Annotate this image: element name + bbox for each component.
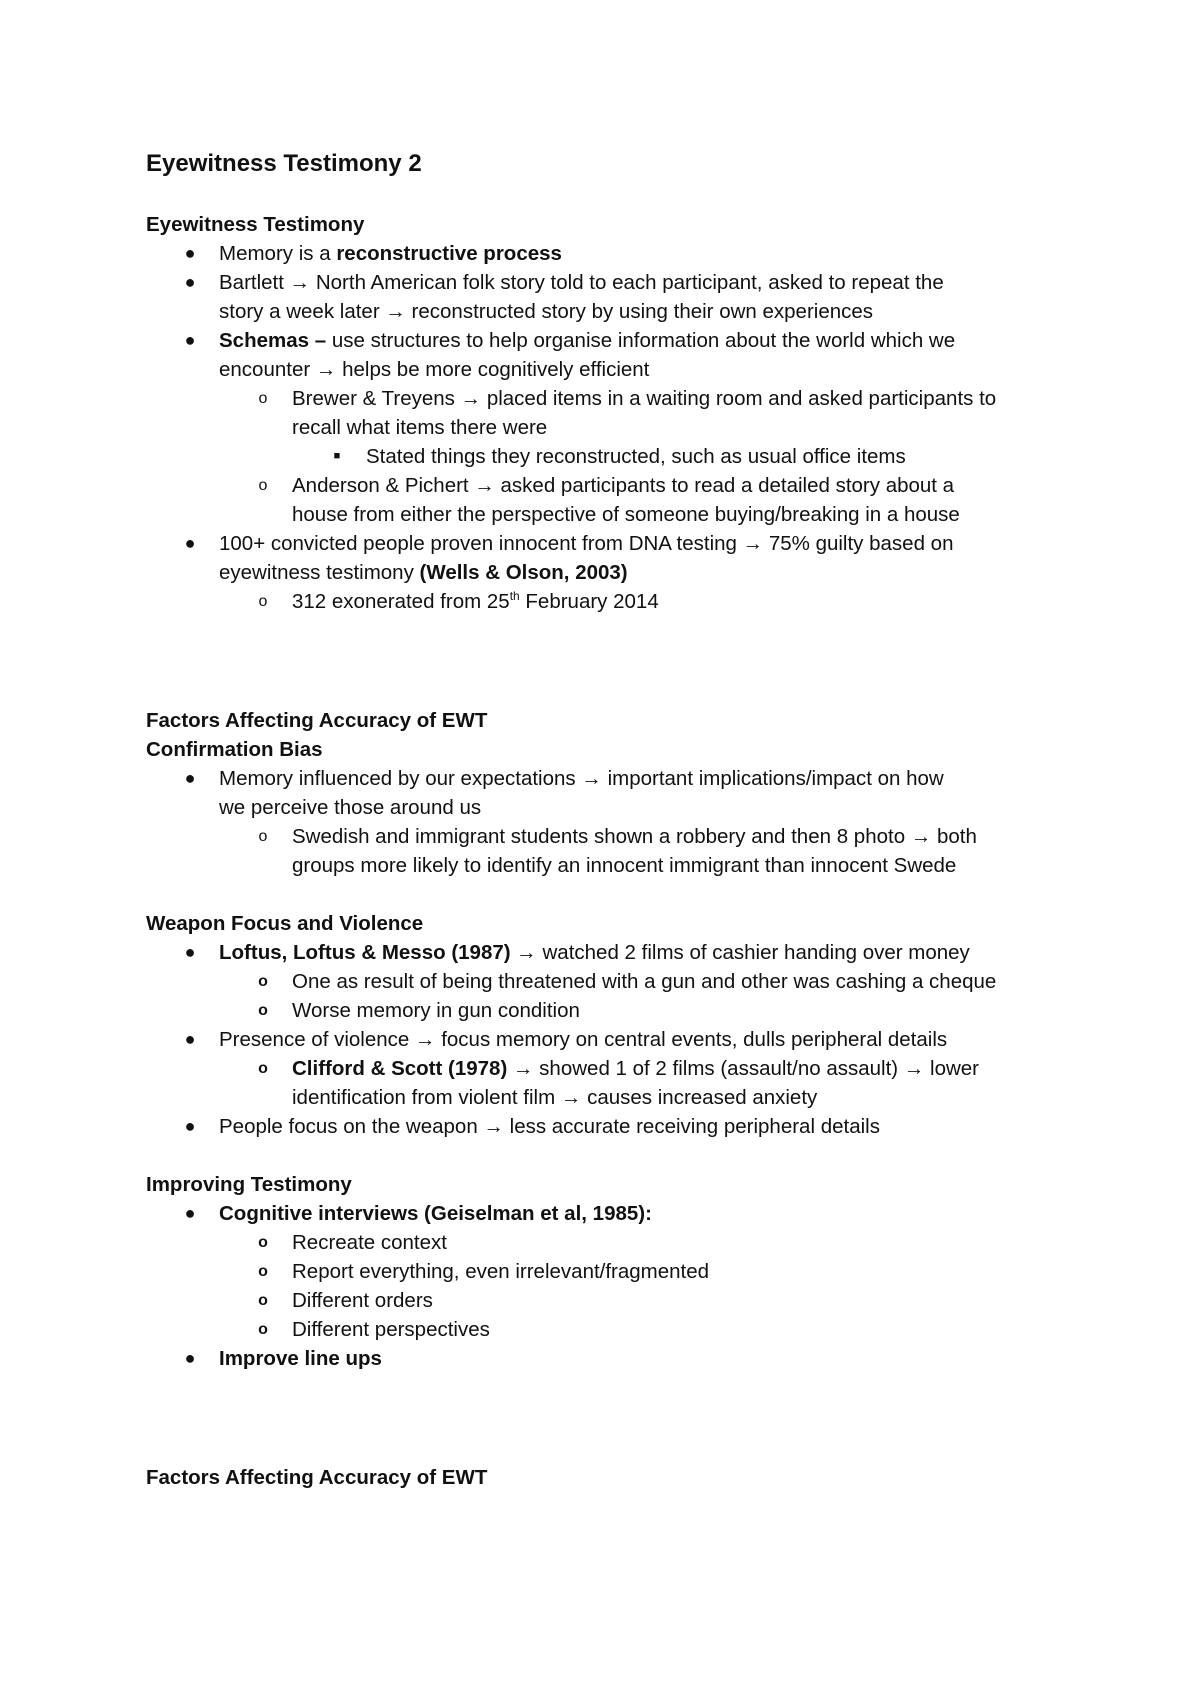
bullet-square-icon: ■	[333, 450, 341, 462]
arrow-icon: →	[516, 941, 537, 964]
list-item: o Clifford & Scott (1978) → showed 1 of 2 films (assault/no assault) → lower identification from violent film → causes increased anxiety	[146, 1054, 1086, 1112]
bullet-disc-icon: ●	[184, 330, 196, 350]
arrow-icon: →	[460, 387, 482, 410]
bullet-circle-icon: o	[258, 1060, 268, 1077]
arrow-icon: →	[512, 1057, 534, 1080]
bullet-disc-icon: ●	[184, 1029, 196, 1049]
bullet-disc-icon: ●	[184, 1348, 196, 1368]
bullet-disc-icon: ●	[184, 1116, 196, 1136]
section-heading: Weapon Focus and Violence	[146, 912, 424, 935]
list-item: o Brewer & Treyens → placed items in a waiting room and asked participants to recall what items there were	[146, 384, 1086, 442]
list-item: o Report everything, even irrelevant/fragmented	[146, 1257, 1086, 1286]
list-item: ● Cognitive interviews (Geiselman et al, 1985):	[146, 1199, 1086, 1228]
section-weapon-focus	[146, 909, 1086, 1141]
bullet-circle-icon: o	[258, 593, 268, 610]
arrow-icon: →	[581, 767, 602, 790]
section-heading: Eyewitness Testimony	[146, 213, 365, 236]
section-heading: Factors Affecting Accuracy of EWT	[146, 1466, 488, 1489]
list-item: ● Memory is a reconstructive process	[146, 239, 1086, 268]
list-item: ● Presence of violence → focus memory on central events, dulls peripheral details	[146, 1025, 1086, 1054]
list-item: ● Memory influenced by our expectations → important implications/impact on how we perceive those around us	[146, 764, 1086, 822]
arrow-icon: →	[289, 271, 311, 294]
list-item: o Worse memory in gun condition	[146, 996, 1086, 1025]
list-item: o Different orders	[146, 1286, 1086, 1315]
list-item: o Recreate context	[146, 1228, 1086, 1257]
list-item: ● Improve line ups	[146, 1344, 1086, 1373]
bullet-disc-icon: ●	[184, 1203, 196, 1223]
subsection-heading: Confirmation Bias	[146, 738, 323, 761]
arrow-icon: →	[415, 1028, 436, 1051]
list-item: o 312 exonerated from 25th February 2014	[146, 587, 1086, 616]
section-factors-affecting-accuracy	[146, 1463, 1086, 1492]
list-item: o Swedish and immigrant students shown a robbery and then 8 photo → both groups more likely to identify an innocent immigrant than innocent Swede	[146, 822, 1086, 880]
arrow-icon: →	[474, 474, 495, 497]
arrow-icon: →	[560, 1086, 582, 1109]
document-title: Eyewitness Testimony 2	[146, 150, 422, 177]
list-item: ● Loftus, Loftus & Messo (1987) → watched 2 films of cashier handing over money	[146, 938, 1086, 967]
list-item: o Different perspectives	[146, 1315, 1086, 1344]
arrow-icon: →	[742, 532, 764, 555]
list-item: o Anderson & Pichert → asked participants to read a detailed story about a house from either the perspective of someone buying/breaking in a house	[146, 471, 1086, 529]
bullet-circle-icon: o	[258, 1292, 268, 1309]
bullet-disc-icon: ●	[184, 533, 196, 553]
bullet-disc-icon: ●	[184, 243, 196, 263]
list-item: ■ Stated things they reconstructed, such as usual office items	[146, 442, 1086, 471]
bullet-circle-icon: o	[258, 1234, 268, 1251]
list-item: ● 100+ convicted people proven innocent from DNA testing → 75% guilty based on eyewitness testimony (Wells & Olson, 2003)	[146, 529, 1086, 587]
document-body	[146, 144, 1086, 1492]
bullet-circle-icon: o	[258, 1263, 268, 1280]
arrow-icon: →	[315, 358, 337, 381]
list-item: ● People focus on the weapon → less accurate receiving peripheral details	[146, 1112, 1086, 1141]
section-heading: Factors Affecting Accuracy of EWT	[146, 709, 488, 732]
bullet-circle-icon: o	[258, 390, 268, 407]
arrow-icon: →	[483, 1115, 504, 1138]
section-eyewitness-testimony	[146, 210, 1086, 616]
bullet-circle-icon: o	[258, 1321, 268, 1338]
arrow-icon: →	[903, 1057, 925, 1080]
bullet-disc-icon: ●	[184, 942, 196, 962]
bullet-circle-icon: o	[258, 828, 268, 845]
section-confirmation-bias	[146, 706, 1086, 880]
list-item: ● Schemas – use structures to help organise information about the world which we encounter → helps be more cognitively efficient	[146, 326, 1086, 384]
section-improving-testimony	[146, 1170, 1086, 1373]
arrow-icon: →	[910, 825, 932, 848]
section-heading: Improving Testimony	[146, 1173, 352, 1196]
arrow-icon: →	[385, 300, 406, 323]
bullet-disc-icon: ●	[184, 768, 196, 788]
bullet-disc-icon: ●	[184, 272, 196, 292]
bullet-circle-icon: o	[258, 973, 268, 990]
bullet-circle-icon: o	[258, 477, 268, 494]
list-item: ● Bartlett → North American folk story told to each participant, asked to repeat the story a week later → reconstructed story by using their own experiences	[146, 268, 1086, 326]
list-item: o One as result of being threatened with a gun and other was cashing a cheque	[146, 967, 1086, 996]
bullet-circle-icon: o	[258, 1002, 268, 1019]
